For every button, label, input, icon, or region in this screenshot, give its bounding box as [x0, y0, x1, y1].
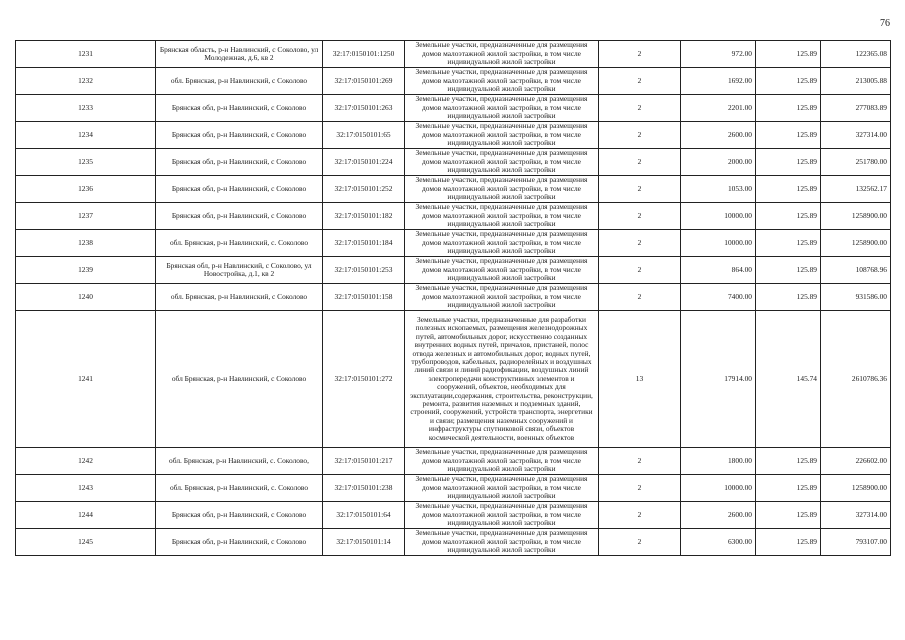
land-use-cell: Земельные участки, предназначенные для размещения домов малоэтажной жилой застройки, в том числе индивидуальной жилой застройки — [405, 122, 599, 149]
address-cell: Брянская обл, р-н Навлинский, с Соколово — [156, 95, 323, 122]
land-use-cell: Земельные участки, предназначенные для размещения домов малоэтажной жилой застройки, в том числе индивидуальной жилой застройки — [405, 257, 599, 284]
address-cell: обл. Брянская, р-н Навлинский, с Соколово — [156, 284, 323, 311]
address-cell: обл. Брянская, р-н Навлинский, с. Соколово, — [156, 448, 323, 475]
area-cell: 6300.00 — [681, 529, 756, 556]
specific-value-cell: 125.89 — [756, 502, 821, 529]
land-use-cell: Земельные участки, предназначенные для размещения домов малоэтажной жилой застройки, в том числе индивидуальной жилой застройки — [405, 284, 599, 311]
group-cell: 2 — [599, 448, 681, 475]
land-use-cell: Земельные участки, предназначенные для размещения домов малоэтажной жилой застройки, в том числе индивидуальной жилой застройки — [405, 475, 599, 502]
page-number: 76 — [880, 18, 890, 29]
area-cell: 2600.00 — [681, 502, 756, 529]
address-cell: Брянская обл, р-н Навлинский, с Соколово, ул Новостройка, д.1, кв 2 — [156, 257, 323, 284]
group-cell: 2 — [599, 203, 681, 230]
cadastral-value-cell: 931586.00 — [821, 284, 891, 311]
cadastral-value-cell: 327314.00 — [821, 122, 891, 149]
cadastral-value-cell: 793107.00 — [821, 529, 891, 556]
row-number: 1237 — [16, 203, 156, 230]
land-use-cell: Земельные участки, предназначенные для размещения домов малоэтажной жилой застройки, в том числе индивидуальной жилой застройки — [405, 176, 599, 203]
cadastral-value-cell: 132562.17 — [821, 176, 891, 203]
specific-value-cell: 125.89 — [756, 68, 821, 95]
land-use-cell: Земельные участки, предназначенные для размещения домов малоэтажной жилой застройки, в том числе индивидуальной жилой застройки — [405, 95, 599, 122]
table-row — [16, 41, 891, 68]
group-cell: 2 — [599, 41, 681, 68]
area-cell: 10000.00 — [681, 230, 756, 257]
land-use-cell: Земельные участки, предназначенные для размещения домов малоэтажной жилой застройки, в том числе индивидуальной жилой застройки — [405, 68, 599, 95]
address-cell: Брянская обл, р-н Навлинский, с Соколово — [156, 122, 323, 149]
land-use-cell: Земельные участки, предназначенные для размещения домов малоэтажной жилой застройки, в том числе индивидуальной жилой застройки — [405, 502, 599, 529]
address-cell: Брянская область, р-н Навлинский, с Соколово, ул Молодежная, д.6, кв 2 — [156, 41, 323, 68]
area-cell: 1053.00 — [681, 176, 756, 203]
cadastral-value-cell: 122365.08 — [821, 41, 891, 68]
table-row — [16, 203, 891, 230]
row-number: 1232 — [16, 68, 156, 95]
cadastral-value-cell: 213005.88 — [821, 68, 891, 95]
specific-value-cell: 125.89 — [756, 176, 821, 203]
row-number: 1245 — [16, 529, 156, 556]
land-valuation-table — [15, 40, 891, 556]
address-cell: Брянская обл, р-н Навлинский, с Соколово — [156, 203, 323, 230]
table-row — [16, 122, 891, 149]
row-number: 1243 — [16, 475, 156, 502]
group-cell: 2 — [599, 257, 681, 284]
group-cell: 2 — [599, 68, 681, 95]
cadastral-value-cell: 327314.00 — [821, 502, 891, 529]
cadastral-value-cell: 251780.00 — [821, 149, 891, 176]
table-row — [16, 311, 891, 448]
area-cell: 972.00 — [681, 41, 756, 68]
group-cell: 2 — [599, 149, 681, 176]
group-cell: 2 — [599, 176, 681, 203]
address-cell: Брянская обл, р-н Навлинский, с Соколово — [156, 502, 323, 529]
table-row — [16, 284, 891, 311]
address-cell: обл. Брянская, р-н Навлинский, с. Соколово — [156, 475, 323, 502]
group-cell: 2 — [599, 502, 681, 529]
cadastral-number-cell: 32:17:0150101:253 — [323, 257, 405, 284]
table-row — [16, 176, 891, 203]
table-row — [16, 475, 891, 502]
cadastral-value-cell: 2610786.36 — [821, 311, 891, 448]
cadastral-number-cell: 32:17:0150101:64 — [323, 502, 405, 529]
specific-value-cell: 125.89 — [756, 448, 821, 475]
land-use-cell: Земельные участки, предназначенные для размещения домов малоэтажной жилой застройки, в том числе индивидуальной жилой застройки — [405, 529, 599, 556]
cadastral-number-cell: 32:17:0150101:238 — [323, 475, 405, 502]
specific-value-cell: 125.89 — [756, 475, 821, 502]
cadastral-number-cell: 32:17:0150101:217 — [323, 448, 405, 475]
address-cell: обл. Брянская, р-н Навлинский, с. Соколово — [156, 230, 323, 257]
group-cell: 2 — [599, 122, 681, 149]
row-number: 1238 — [16, 230, 156, 257]
cadastral-value-cell: 108768.96 — [821, 257, 891, 284]
table-row — [16, 68, 891, 95]
cadastral-number-cell: 32:17:0150101:269 — [323, 68, 405, 95]
address-cell: Брянская обл, р-н Навлинский, с Соколово — [156, 529, 323, 556]
address-cell: обл. Брянская, р-н Навлинский, с Соколово — [156, 68, 323, 95]
row-number: 1233 — [16, 95, 156, 122]
table-row — [16, 230, 891, 257]
specific-value-cell: 125.89 — [756, 95, 821, 122]
land-use-cell: Земельные участки, предназначенные для размещения домов малоэтажной жилой застройки, в том числе индивидуальной жилой застройки — [405, 203, 599, 230]
group-cell: 2 — [599, 284, 681, 311]
specific-value-cell: 125.89 — [756, 284, 821, 311]
row-number: 1235 — [16, 149, 156, 176]
group-cell: 2 — [599, 95, 681, 122]
cadastral-number-cell: 32:17:0150101:224 — [323, 149, 405, 176]
cadastral-value-cell: 1258900.00 — [821, 230, 891, 257]
land-use-cell: Земельные участки, предназначенные для размещения домов малоэтажной жилой застройки, в том числе индивидуальной жилой застройки — [405, 41, 599, 68]
specific-value-cell: 145.74 — [756, 311, 821, 448]
row-number: 1244 — [16, 502, 156, 529]
table-row — [16, 257, 891, 284]
land-use-cell: Земельные участки, предназначенные для размещения домов малоэтажной жилой застройки, в том числе индивидуальной жилой застройки — [405, 448, 599, 475]
area-cell: 7400.00 — [681, 284, 756, 311]
address-cell: Брянская обл, р-н Навлинский, с Соколово — [156, 149, 323, 176]
cadastral-value-cell: 1258900.00 — [821, 475, 891, 502]
area-cell: 2600.00 — [681, 122, 756, 149]
group-cell: 2 — [599, 529, 681, 556]
specific-value-cell: 125.89 — [756, 122, 821, 149]
row-number: 1239 — [16, 257, 156, 284]
area-cell: 1692.00 — [681, 68, 756, 95]
row-number: 1236 — [16, 176, 156, 203]
address-cell: Брянская обл, р-н Навлинский, с Соколово — [156, 176, 323, 203]
row-number: 1234 — [16, 122, 156, 149]
table-row — [16, 448, 891, 475]
group-cell: 2 — [599, 230, 681, 257]
table-row — [16, 95, 891, 122]
area-cell: 2000.00 — [681, 149, 756, 176]
cadastral-number-cell: 32:17:0150101:272 — [323, 311, 405, 448]
cadastral-value-cell: 1258900.00 — [821, 203, 891, 230]
row-number: 1240 — [16, 284, 156, 311]
specific-value-cell: 125.89 — [756, 529, 821, 556]
table-row — [16, 502, 891, 529]
specific-value-cell: 125.89 — [756, 230, 821, 257]
row-number: 1231 — [16, 41, 156, 68]
row-number: 1242 — [16, 448, 156, 475]
land-use-cell: Земельные участки, предназначенные для размещения домов малоэтажной жилой застройки, в том числе индивидуальной жилой застройки — [405, 230, 599, 257]
cadastral-number-cell: 32:17:0150101:184 — [323, 230, 405, 257]
cadastral-number-cell: 32:17:0150101:14 — [323, 529, 405, 556]
cadastral-value-cell: 277083.89 — [821, 95, 891, 122]
land-use-cell: Земельные участки, предназначенные для разработки полезных ископаемых, размещения железнодорожных путей, автомобильных дорог, искусственно созданных внутренних водных путей, причалов, пристаней, полос отвода железных и автомобильных дорог, водных путей, трубопроводов, кабельных, радиорелейных и воздушных линий связи и линий радиофикации, воздушных линий электропередачи конструктивных элементов и сооружений, объектов, необходимых для эксплуатации,содержания, строительства, реконструкции, ремонта, развития наземных и подземных зданий, строений, сооружений, устройств транспорта, энергетики и связи; размещения наземных сооружений и инфраструктуры спутниковой связи, объектов космической деятельности, военных объектов — [405, 311, 599, 448]
area-cell: 1800.00 — [681, 448, 756, 475]
area-cell: 2201.00 — [681, 95, 756, 122]
cadastral-number-cell: 32:17:0150101:65 — [323, 122, 405, 149]
area-cell: 864.00 — [681, 257, 756, 284]
cadastral-value-cell: 226602.00 — [821, 448, 891, 475]
table-row — [16, 529, 891, 556]
specific-value-cell: 125.89 — [756, 203, 821, 230]
cadastral-number-cell: 32:17:0150101:252 — [323, 176, 405, 203]
group-cell: 13 — [599, 311, 681, 448]
cadastral-number-cell: 32:17:0150101:1250 — [323, 41, 405, 68]
cadastral-number-cell: 32:17:0150101:158 — [323, 284, 405, 311]
area-cell: 10000.00 — [681, 475, 756, 502]
specific-value-cell: 125.89 — [756, 41, 821, 68]
specific-value-cell: 125.89 — [756, 149, 821, 176]
specific-value-cell: 125.89 — [756, 257, 821, 284]
land-use-cell: Земельные участки, предназначенные для размещения домов малоэтажной жилой застройки, в том числе индивидуальной жилой застройки — [405, 149, 599, 176]
cadastral-number-cell: 32:17:0150101:182 — [323, 203, 405, 230]
group-cell: 2 — [599, 475, 681, 502]
cadastral-number-cell: 32:17:0150101:263 — [323, 95, 405, 122]
address-cell: обл Брянская, р-н Навлинский, с Соколово — [156, 311, 323, 448]
table-row — [16, 149, 891, 176]
area-cell: 10000.00 — [681, 203, 756, 230]
area-cell: 17914.00 — [681, 311, 756, 448]
row-number: 1241 — [16, 311, 156, 448]
